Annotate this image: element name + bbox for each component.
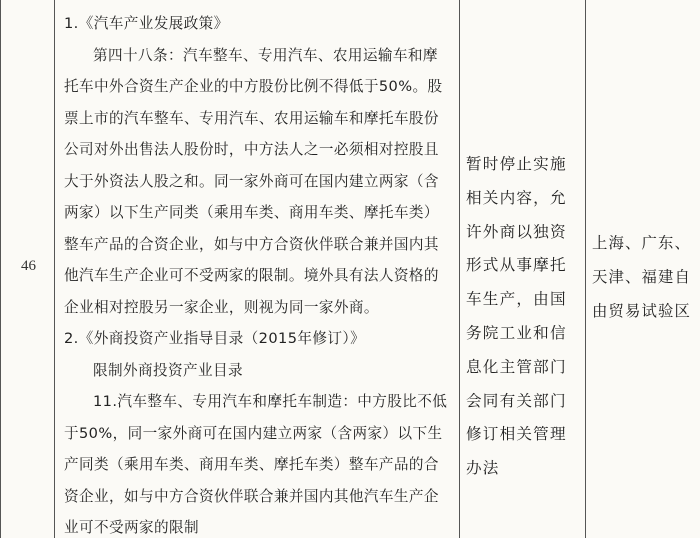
regulation-content xyxy=(64,8,452,538)
applicable-scope-cell xyxy=(586,0,700,538)
adjustment-measure-cell xyxy=(460,0,586,538)
item-2-text: 11.汽车整车、专用汽车和摩托车制造：中方股比不低于50%，同一家外商可在国内建立两家（含两家）以下生产同类（乘用车类、商用车类、摩托车类）整车产品的合资企业，如与中方合资伙伴联合兼并国内其他汽车生产企业可不受两家的限制 xyxy=(64,393,448,536)
adjustment-measure-text: 暂时停止实施相关内容，允许外商以独资形式从事摩托车生产，由国务院工业和信息化主管部门会同有关部门修订相关管理办法 xyxy=(466,155,567,478)
row-number: 46 xyxy=(21,258,36,274)
applicable-scope-text: 上海、广东、天津、福建自由贸易试验区 xyxy=(592,234,691,320)
item-1-heading: 1.《汽车产业发展政策》 xyxy=(64,15,229,32)
item-1-text: 第四十八条：汽车整车、专用汽车、农用运输车和摩托车中外合资生产企业的中方股份比例不得低于50%。股票上市的汽车整车、专用汽车、农用运输车和摩托车股份公司对外出售法人股份时，中方法人之一必须相对控股且大于外资法人股之和。同一家外商可在国内建立两家（含两家）以下生产同类（乘用车类、商用车类、摩托车类）整车产品的合资企业，如与中方合资伙伴联合兼并国内其他汽车生产企业可不受两家的限制。境外具有法人资格的企业相对控股另一家企业，则视为同一家外商。 xyxy=(64,46,443,316)
item-2-heading: 2.《外商投资产业指导目录（2015年修订）》 xyxy=(64,330,366,347)
regulation-content-cell xyxy=(55,0,460,538)
item-2-subheading: 限制外商投资产业目录 xyxy=(93,361,243,379)
row-number-cell xyxy=(0,0,55,538)
